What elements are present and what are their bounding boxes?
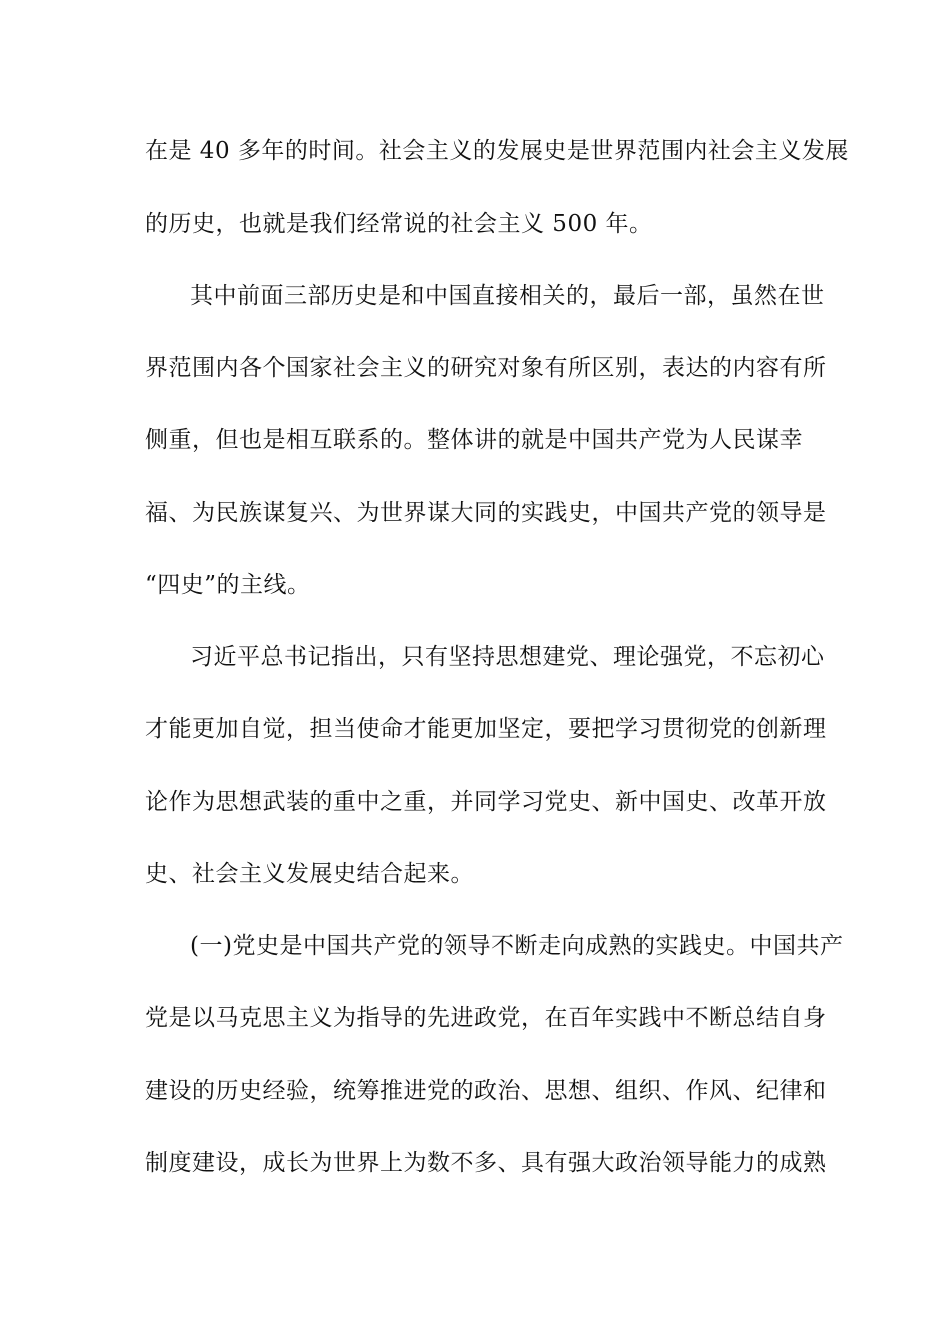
paragraph-start-line: 其中前面三部历史是和中国直接相关的，最后一部，虽然在世 bbox=[190, 283, 825, 309]
text-line: “四史”的主线。 bbox=[145, 572, 311, 598]
text-line: 界范围内各个国家社会主义的研究对象有所区别，表达的内容有所 bbox=[145, 355, 827, 381]
text-line: 论作为思想武装的重中之重，并同学习党史、新中国史、改革开放 bbox=[145, 789, 827, 815]
text-line: 福、为民族谋复兴、为世界谋大同的实践史，中国共产党的领导是 bbox=[145, 500, 827, 526]
text-line: 在是 40 多年的时间。社会主义的发展史是世界范围内社会主义发展 bbox=[145, 138, 849, 164]
text-line: 制度建设，成长为世界上为数不多、具有强大政治领导能力的成熟 bbox=[145, 1150, 827, 1176]
paragraph-start-line: (一)党史是中国共产党的领导不断走向成熟的实践史。中国共产 bbox=[190, 933, 844, 959]
text-line: 的历史，也就是我们经常说的社会主义 500 年。 bbox=[145, 211, 653, 237]
text-line: 党是以马克思主义为指导的先进政党，在百年实践中不断总结自身 bbox=[145, 1005, 827, 1031]
text-line: 史、社会主义发展史结合起来。 bbox=[145, 861, 474, 887]
paragraph-start-line: 习近平总书记指出，只有坚持思想建党、理论强党，不忘初心 bbox=[190, 644, 825, 670]
text-line: 才能更加自觉，担当使命才能更加坚定，要把学习贯彻党的创新理 bbox=[145, 716, 827, 742]
text-line: 侧重，但也是相互联系的。整体讲的就是中国共产党为人民谋幸 bbox=[145, 427, 803, 453]
text-line: 建设的历史经验，统筹推进党的政治、思想、组织、作风、纪律和 bbox=[145, 1078, 827, 1104]
